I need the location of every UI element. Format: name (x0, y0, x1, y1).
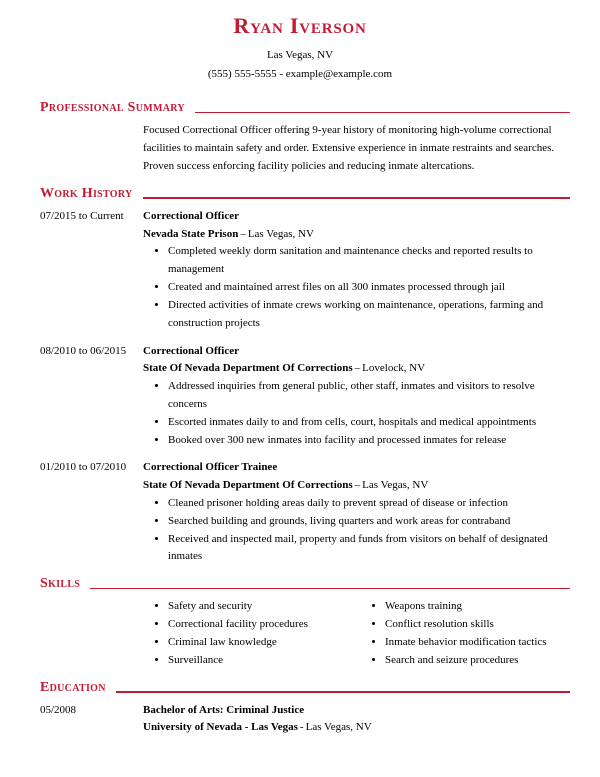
education-entry (40, 702, 570, 738)
job-entry-1 (40, 208, 570, 333)
section-title-skills: Skills (40, 576, 81, 592)
section-heading (40, 99, 570, 117)
contact-phone-email: (555) 555-5555 - example@example.com (207, 68, 393, 81)
skill-item: • Search and seizure procedures (385, 652, 547, 670)
job-bullet-list (143, 495, 570, 566)
resume-name: Ryan Iverson (233, 13, 367, 38)
job-company: State Of Nevada Department Of Corrections (143, 362, 353, 375)
section-work-history (40, 185, 570, 566)
section-title-professional-summary: Professional Summary (40, 100, 185, 116)
education-location: Las Vegas, NV (305, 721, 372, 734)
job-company: Nevada State Prison (143, 227, 239, 240)
job-bullet-list (143, 378, 570, 449)
job-entry-2 (40, 343, 570, 450)
summary-content (143, 122, 570, 175)
skills-list-left (143, 598, 360, 669)
job-bullet: • Cleaned prisoner holding areas daily to prevent spread of disease or infection (168, 495, 570, 513)
job-title: Correctional Officer (143, 344, 240, 357)
section-professional-summary (40, 99, 570, 175)
section-rule (195, 112, 570, 114)
job-title: Correctional Officer (143, 209, 240, 222)
job-bullet: • Received and inspected mail, property and funds from visitors on behalf of designated inmates (168, 531, 570, 567)
skill-item: • Weapons training (385, 598, 547, 616)
summary-text: Focused Correctional Officer offering 9-year history of monitoring high-volume correctional facilities to maintain safety and order. Extensive experience in inmate restraints and searches. Proven success enforcing facility policies and reducing inmate altercations. (143, 124, 555, 173)
job-location: Las Vegas, NV (362, 479, 429, 492)
job-bullet-list (143, 243, 570, 332)
job-dates: 08/2010 to 06/2015 (40, 344, 127, 357)
skill-item: • Criminal law knowledge (168, 634, 360, 652)
skills-row (40, 598, 570, 669)
job-bullet: • Escorted inmates daily to and from cells, court, hospitals and medical appointments (168, 414, 570, 432)
contact-location: Las Vegas, NV (266, 49, 334, 62)
skills-columns (143, 598, 570, 669)
dash-separator: – (240, 227, 246, 240)
section-heading (40, 679, 570, 697)
skills-list-right (360, 598, 547, 669)
education-date: 05/2008 (40, 703, 77, 716)
section-rule (116, 691, 570, 693)
skill-item: • Safety and security (168, 598, 360, 616)
section-skills (40, 575, 570, 669)
job-bullet: • Searched building and grounds, living quarters and work areas for contraband (168, 513, 570, 531)
skill-item: • Inmate behavior modification tactics (385, 634, 547, 652)
job-dates: 07/2015 to Current (40, 209, 124, 222)
resume-body (0, 99, 600, 737)
job-bullet: • Booked over 300 new inmates into facility and processed inmates for release (168, 432, 570, 450)
job-company-line (143, 477, 570, 495)
job-title: Correctional Officer Trainee (143, 461, 278, 474)
dash-separator: – (354, 362, 361, 375)
dash-separator: - (299, 721, 304, 734)
job-details (143, 343, 570, 450)
skill-item: • Correctional facility procedures (168, 616, 360, 634)
job-entry-3 (40, 459, 570, 566)
job-bullet: • Completed weekly dorm sanitation and maintenance checks and reported results to management (168, 243, 570, 279)
summary-row (40, 122, 570, 175)
job-details (143, 459, 570, 566)
job-dates: 01/2010 to 07/2010 (40, 461, 127, 474)
section-title-education: Education (40, 679, 106, 695)
dash-separator: – (354, 479, 361, 492)
skill-item: • Surveillance (168, 652, 360, 670)
education-school-line (143, 719, 570, 737)
job-details (143, 208, 570, 333)
job-bullet: • Addressed inquiries from general public, other staff, inmates and visitors to resolve concerns (168, 378, 570, 414)
section-heading (40, 575, 570, 593)
job-company-line (143, 226, 570, 244)
job-bullet: • Created and maintained arrest files on all 300 inmates processed through jail (168, 279, 570, 297)
education-details (143, 702, 570, 738)
job-company-line (143, 360, 570, 378)
education-degree: Bachelor of Arts: Criminal Justice (143, 703, 305, 716)
job-location: Lovelock, NV (362, 362, 426, 375)
job-company: State Of Nevada Department Of Corrections (143, 479, 353, 492)
section-rule (143, 197, 570, 199)
section-education (40, 679, 570, 738)
education-school: University of Nevada - Las Vegas (143, 721, 298, 734)
resume-header (0, 13, 600, 84)
section-title-work-history: Work History (40, 185, 133, 201)
section-rule (90, 588, 570, 590)
skill-item: • Conflict resolution skills (385, 616, 547, 634)
job-location: Las Vegas, NV (247, 227, 314, 240)
job-bullet: • Directed activities of inmate crews working on maintenance, operations, farming and construction projects (168, 297, 570, 333)
section-heading (40, 185, 570, 203)
